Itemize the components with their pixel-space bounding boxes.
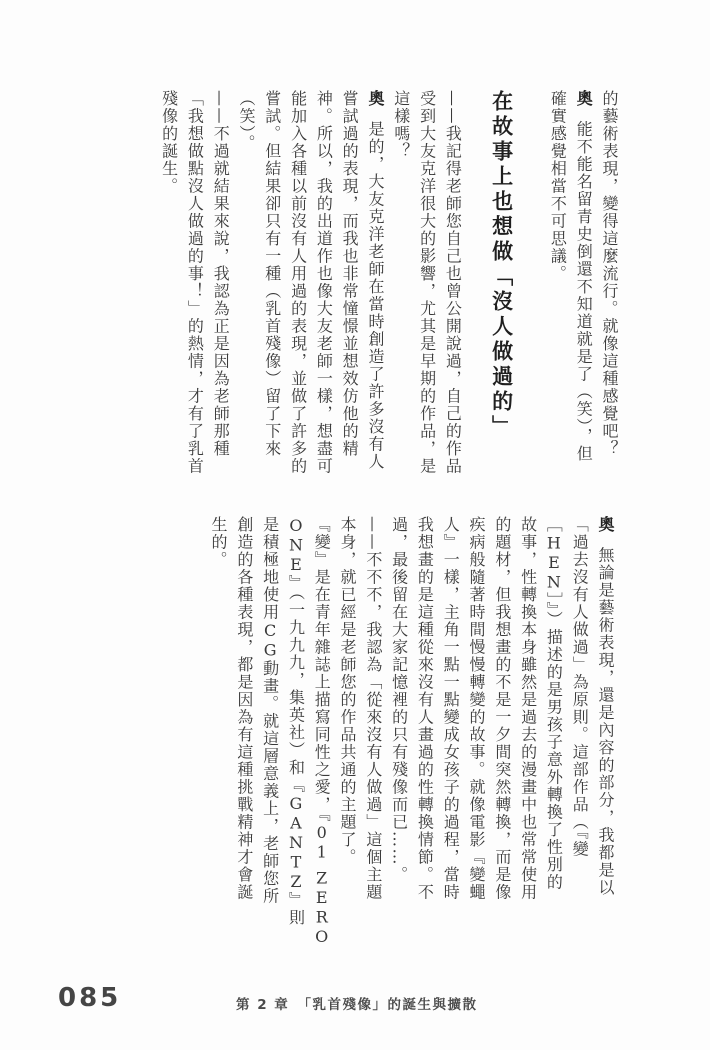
speaker-label-oku: 奧	[365, 90, 385, 108]
text-column: 受到大友克洋很大的影響，尤其是早期的作品，是	[417, 90, 437, 475]
text-column: ——不過就結果來說，我認為正是因為老師那種	[211, 90, 231, 458]
text-column: ——不不不，我認為「從來沒有人做過」這個主題	[363, 516, 383, 901]
text-column: 嘗試過的表現，而我也非常憧憬並想效仿他的精	[340, 90, 360, 458]
column-text: 無論是藝術表現，還是內容的部分，我都是以	[596, 546, 615, 897]
chapter-footer: 第 2 章 「乳首殘像」的誕生與擴散	[236, 997, 478, 1013]
text-column: 創造的各種表現，都是因為有這種挑戰精神才會誕	[234, 516, 254, 901]
text-column: 本身，就已經是老師您的作品共通的主題了。	[338, 516, 358, 866]
text-column: 「我想做點沒人做過的事！」的熱情，才有了乳首	[185, 90, 205, 475]
text-column: 能加入各種以前沒有人用過的表現，並做了許多的	[288, 90, 308, 475]
text-column: 是積極地使用CG動畫。就這層意義上，老師您所	[260, 516, 280, 905]
text-column: 疾病般隨著時間慢慢轉變的故事。就像電影『變蠅	[467, 516, 487, 901]
text-column: ——我記得老師您自己也曾公開說過，自己的作品	[443, 90, 463, 475]
text-column: 過，最後留在大家記憶裡的只有殘像而已……。	[389, 516, 409, 884]
text-column: ONE』（一九九九，集英社）和『GANTZ』則	[286, 516, 306, 927]
text-column: ［HEN］』）描述的是男孩子意外轉換了性別的	[544, 516, 564, 891]
text-column: 生的。	[209, 516, 229, 569]
upper-text-block	[151, 90, 617, 480]
speaker-label-oku: 奧	[596, 516, 615, 534]
text-column: 殘像的誕生。	[159, 90, 179, 195]
text-column: 人』一樣，主角一點一點變成女孩子的過程，當時	[441, 516, 461, 901]
text-column: 嘗試。但結果卻只有一種（乳首殘像）留了下來	[262, 90, 282, 458]
text-column: 故事，性轉換本身雖然是過去的漫畫中也常常使用	[518, 516, 538, 901]
text-column: （笑）。	[236, 90, 256, 152]
text-column: 我想畫的是這種從來沒有人畫過的性轉換情節。不	[415, 516, 435, 901]
text-column: 『變』是在青年雜誌上描寫同性之愛，『01 ZERO	[312, 516, 332, 947]
text-column: 這樣嗎？	[391, 90, 411, 160]
column-text: 是的，大友克洋老師在當時創造了許多沒有人	[365, 120, 385, 471]
text-column: 神。所以，我的出道作也像大友老師一樣，想盡可	[314, 90, 334, 475]
text-column: 「過去沒有人做過」為原則。這部作品（『變	[570, 516, 590, 858]
text-column: 確實感覺相當不可思議。	[548, 90, 568, 283]
text-column	[596, 516, 613, 948]
text-column	[574, 90, 594, 480]
text-column: 的題材，但我想畫的不是一夕間突然轉換，而是像	[492, 516, 512, 901]
text-column: 的藝術表現，變得這麼流行。就像這種感覺吧？	[600, 90, 619, 458]
lower-text-block	[200, 516, 613, 948]
page-number: 085	[58, 983, 122, 1013]
text-column	[366, 90, 383, 480]
section-heading: 在故事上也想做「沒人做過的」	[489, 90, 515, 440]
column-text: 能不能名留青史倒還不知道就是了（笑），但	[574, 120, 594, 463]
speaker-label-oku: 奧	[574, 90, 594, 108]
